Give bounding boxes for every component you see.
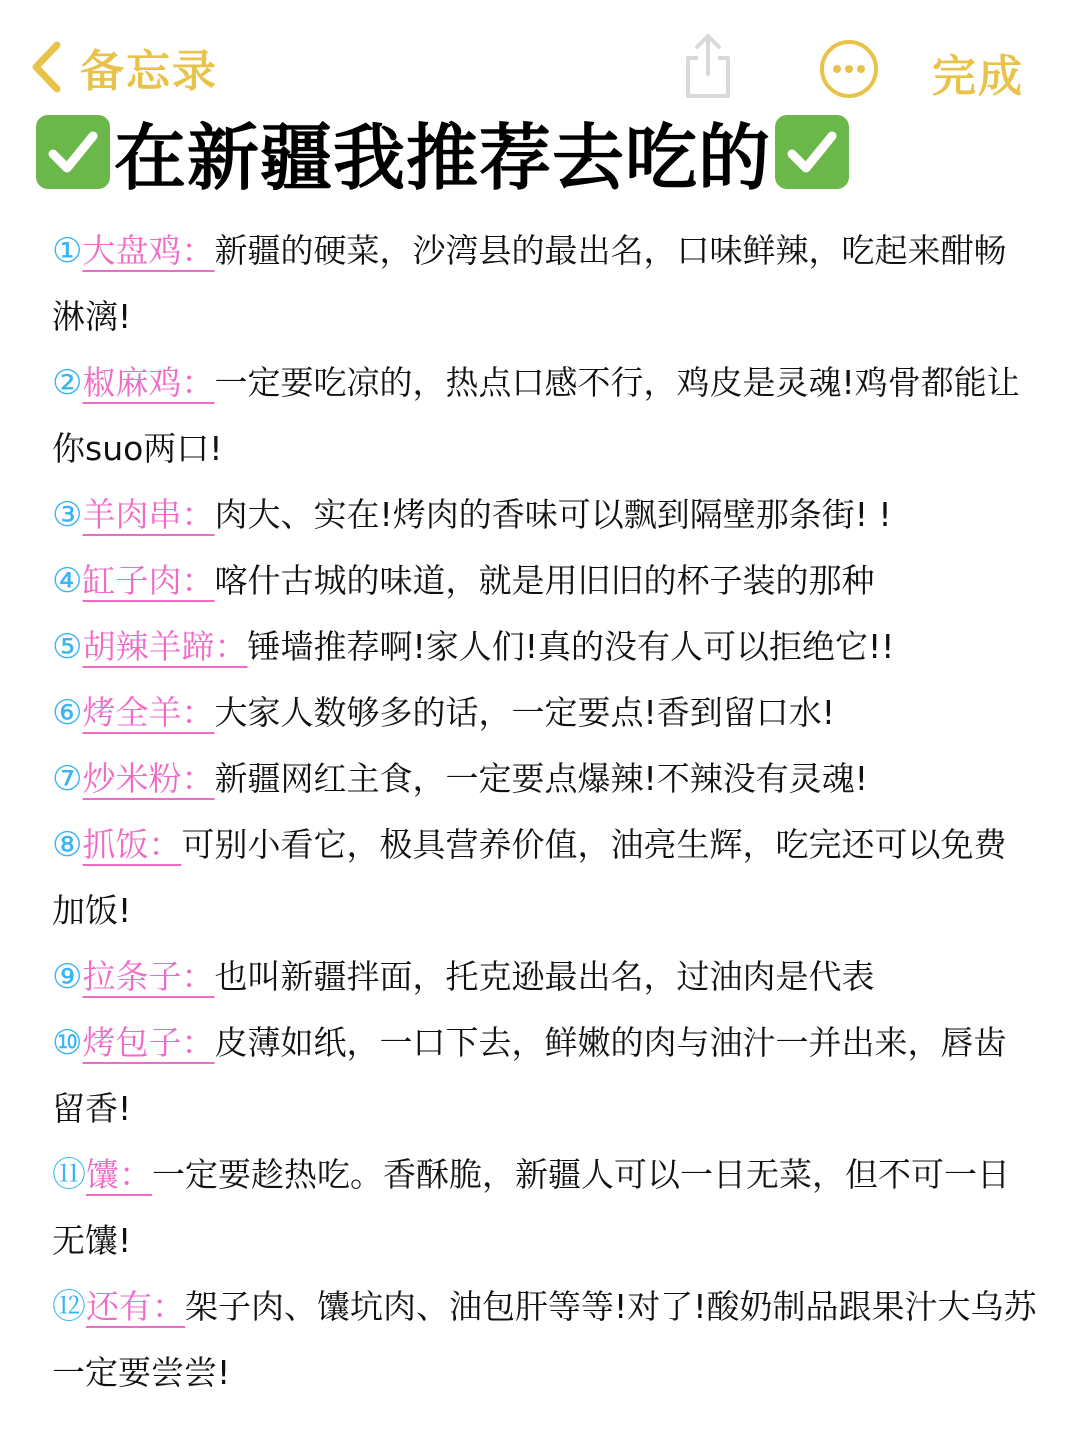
more-options-button[interactable]: [818, 38, 880, 100]
item-description: 大家人数够多的话，一定要点!香到留口水!: [214, 693, 835, 732]
item-description: 皮薄如纸，一口下去，鲜嫩的肉与油汁一并出来，唇齿留香!: [52, 1023, 1007, 1128]
list-item: [52, 614, 1037, 680]
item-description: 可别小看它，极具营养价值，油亮生辉，吃完还可以免费加饭!: [52, 825, 1007, 930]
list-item: [52, 482, 1037, 548]
item-label: 烤包子：: [82, 1023, 215, 1062]
chevron-left-icon: [30, 41, 62, 93]
list-item: [52, 1010, 1037, 1142]
item-label: 椒麻鸡：: [82, 363, 215, 402]
list-item: [52, 1142, 1037, 1274]
item-number: ⑧: [52, 825, 83, 865]
food-list: [52, 218, 1037, 1406]
item-number: ⑩: [52, 1023, 83, 1063]
done-button[interactable]: 完成: [932, 51, 1024, 102]
item-description: 也叫新疆拌面，托克逊最出名，过油肉是代表: [214, 957, 875, 996]
item-description: 新疆网红主食，一定要点爆辣!不辣没有灵魂!: [214, 759, 868, 798]
item-label: 馕：: [86, 1155, 152, 1194]
list-item: [52, 812, 1037, 944]
list-item: [52, 1274, 1037, 1406]
back-button[interactable]: [30, 36, 218, 98]
item-number: ①: [52, 231, 83, 271]
page-title: [36, 112, 849, 200]
share-button[interactable]: [680, 32, 736, 100]
back-label: 备忘录: [80, 46, 218, 97]
check-mark-icon: [36, 115, 110, 189]
item-label: 抓饭：: [82, 825, 182, 864]
navigation-bar: [0, 0, 1080, 110]
list-item: [52, 548, 1037, 614]
item-description: 喀什古城的味道，就是用旧旧的杯子装的那种: [214, 561, 875, 600]
item-label: 烤全羊：: [82, 693, 215, 732]
item-description: 一定要吃凉的，热点口感不行，鸡皮是灵魂!鸡骨都能让你suo两口!: [52, 363, 1020, 468]
item-label: 拉条子：: [82, 957, 215, 996]
item-label: 大盘鸡：: [82, 231, 215, 270]
list-item: [52, 680, 1037, 746]
item-number: ⑫: [52, 1287, 86, 1327]
item-description: 肉大、实在!烤肉的香味可以飘到隔壁那条街! !: [214, 495, 892, 534]
list-item: [52, 944, 1037, 1010]
item-description: 一定要趁热吃。香酥脆，新疆人可以一日无菜，但不可一日无馕!: [52, 1155, 1010, 1260]
item-number: ⑥: [52, 693, 83, 733]
list-item: [52, 746, 1037, 812]
title-text: 在新疆我推荐去吃的: [114, 116, 772, 200]
item-description: 架子肉、馕坑肉、油包肝等等!对了!酸奶制品跟果汁大乌苏一定要尝尝!: [52, 1287, 1037, 1392]
list-item: [52, 350, 1037, 482]
check-mark-icon: [775, 115, 849, 189]
item-number: ⑪: [52, 1155, 86, 1195]
item-description: 锤墙推荐啊!家人们!真的没有人可以拒绝它!!: [247, 627, 895, 666]
item-description: 新疆的硬菜，沙湾县的最出名，口味鲜辣，吃起来酣畅淋漓!: [52, 231, 1007, 336]
item-number: ③: [52, 495, 83, 535]
list-item: [52, 218, 1037, 350]
item-label: 缸子肉：: [82, 561, 215, 600]
item-number: ⑨: [52, 957, 83, 997]
item-number: ④: [52, 561, 83, 601]
item-number: ⑦: [52, 759, 83, 799]
item-label: 炒米粉：: [82, 759, 215, 798]
more-icon: [818, 85, 880, 104]
item-label: 羊肉串：: [82, 495, 215, 534]
item-label: 胡辣羊蹄：: [82, 627, 248, 666]
item-number: ⑤: [52, 627, 83, 667]
item-label: 还有：: [86, 1287, 185, 1326]
item-number: ②: [52, 363, 83, 403]
